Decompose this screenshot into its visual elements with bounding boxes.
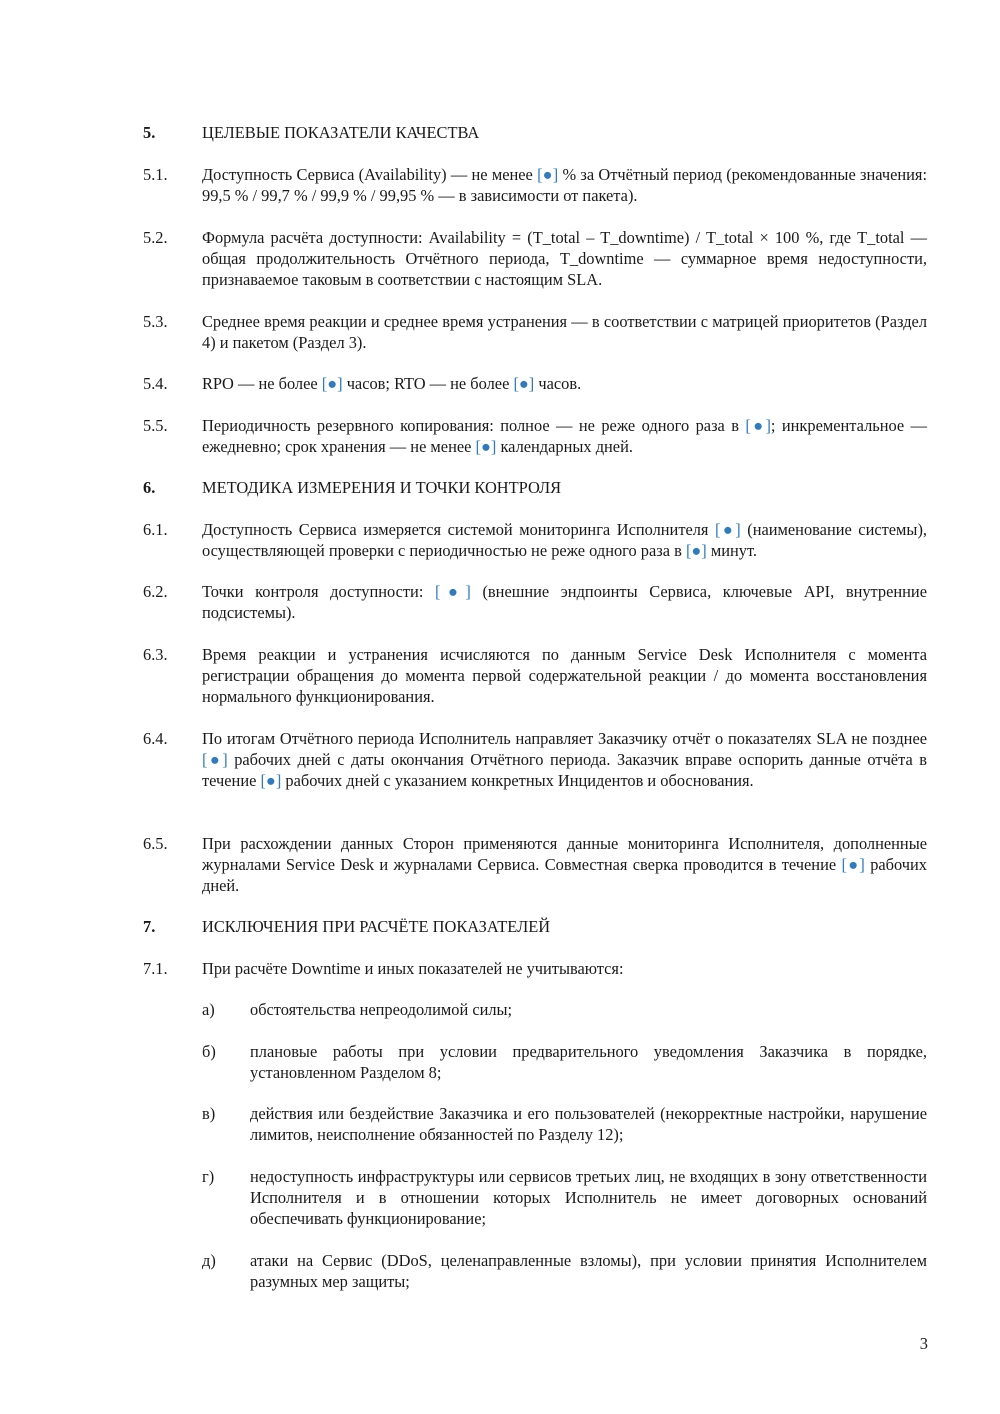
section-title: ИСКЛЮЧЕНИЯ ПРИ РАСЧЁТЕ ПОКАЗАТЕЛЕЙ <box>202 917 551 936</box>
clause-text: При расчёте Downtime и иных показателей не учитываются: <box>202 959 624 978</box>
clause-text: RPO — не более [●] часов; RTO — не более [●] часов. <box>202 374 582 393</box>
clause-text: Доступность Сервиса измеряется системой мониторинга Исполнителя [●] (наименование системы), осуществляющей проверки с периодичностью не реже одного раза в [●] минут. <box>202 520 927 560</box>
clause-text: Среднее время реакции и среднее время устранения — в соответствии с матрицей приоритетов (Раздел 4) и пакетом (Раздел 3). <box>202 312 927 352</box>
clause-text: Время реакции и устранения исчисляются по данным Service Desk Исполнителя с момента регистрации обращения до момента первой содержательной реакции / до момента восстановления нормального функционирования. <box>202 645 927 706</box>
placeholder-marker: [●] <box>475 437 497 456</box>
clause-number: 6.4. <box>143 729 168 748</box>
placeholder-marker: [●] <box>321 374 343 393</box>
section-title: ЦЕЛЕВЫЕ ПОКАЗАТЕЛИ КАЧЕСТВА <box>202 123 480 142</box>
clause-number: 5.2. <box>143 228 168 247</box>
section-title: МЕТОДИКА ИЗМЕРЕНИЯ И ТОЧКИ КОНТРОЛЯ <box>202 478 562 497</box>
clause-number: 5.1. <box>143 165 168 184</box>
placeholder-marker: [●] <box>435 582 471 601</box>
clause-number: 6.2. <box>143 582 168 601</box>
clause-text: По итогам Отчётного периода Исполнитель направляет Заказчику отчёт о показателях SLA не позднее [●] рабочих дней с даты окончания Отчётного периода. Заказчик вправе оспорить данные отчёта в течение [●] рабочих дней с указанием конкретных Инцидентов и обоснования. <box>202 729 927 790</box>
exclusion-letter: в) <box>202 1104 216 1123</box>
clause-number: 5.3. <box>143 312 168 331</box>
exclusion-text: недоступность инфраструктуры или сервисов третьих лиц, не входящих в зону ответственности Исполнителя и в отношении которых Исполнитель не имеет договорных оснований обеспечивать функционирование; <box>250 1167 927 1228</box>
exclusion-text: обстоятельства непреодолимой силы; <box>250 1000 513 1019</box>
clause-number: 5.5. <box>143 416 168 435</box>
clause-number: 6.1. <box>143 520 168 539</box>
exclusion-letter: д) <box>202 1251 216 1270</box>
placeholder-marker: [●] <box>685 541 707 560</box>
clause-text: При расхождении данных Сторон применяются данные мониторинга Исполнителя, дополненные журналами Service Desk и журналами Сервиса. Совместная сверка проводится в течение [●] рабочих дней. <box>202 834 927 895</box>
exclusion-text: действия или бездействие Заказчика и его пользователей (некорректные настройки, нарушение лимитов, неисполнение обязанностей по Разделу 12); <box>250 1104 927 1144</box>
placeholder-marker: [●] <box>537 165 559 184</box>
exclusion-letter: г) <box>202 1167 215 1186</box>
page-number: 3 <box>919 1334 928 1353</box>
placeholder-marker: [●] <box>841 855 865 874</box>
section-number: 6. <box>143 478 156 497</box>
clause-text: Доступность Сервиса (Availability) — не менее [●] % за Отчётный период (рекомендованные значения: 99,5 % / 99,7 % / 99,9 % / 99,95 % — в зависимости от пакета). <box>202 165 927 205</box>
exclusion-text: плановые работы при условии предварительного уведомления Заказчика в порядке, установленном Разделом 8; <box>250 1042 927 1082</box>
clause-text: Периодичность резервного копирования: полное — не реже одного раза в [●]; инкрементальное — ежедневно; срок хранения — не менее [●] календарных дней. <box>202 416 927 456</box>
placeholder-marker: [●] <box>202 750 228 769</box>
clause-text: Точки контроля доступности: [●] (внешние эндпоинты Сервиса, ключевые API, внутренние подсистемы). <box>202 582 927 622</box>
exclusion-letter: а) <box>202 1000 215 1019</box>
clause-number: 6.3. <box>143 645 168 664</box>
clause-number: 5.4. <box>143 374 168 393</box>
section-number: 7. <box>143 917 156 936</box>
exclusion-letter: б) <box>202 1042 216 1061</box>
clause-number: 7.1. <box>143 959 168 978</box>
placeholder-marker: [●] <box>745 416 771 435</box>
placeholder-marker: [●] <box>260 771 282 790</box>
clause-text: Формула расчёта доступности: Availability = (T_total – T_downtime) / T_total × 100 %, где T_total — общая продолжительность Отчётного периода, T_downtime — суммарное время недоступности, признаваемое таковым в соответствии с настоящим SLA. <box>202 228 927 289</box>
placeholder-marker: [●] <box>513 374 535 393</box>
exclusion-text: атаки на Сервис (DDoS, целенаправленные взломы), при условии принятия Исполнителем разумных мер защиты; <box>250 1251 927 1291</box>
clause-number: 6.5. <box>143 834 168 853</box>
section-number: 5. <box>143 123 156 142</box>
placeholder-marker: [●] <box>715 520 741 539</box>
